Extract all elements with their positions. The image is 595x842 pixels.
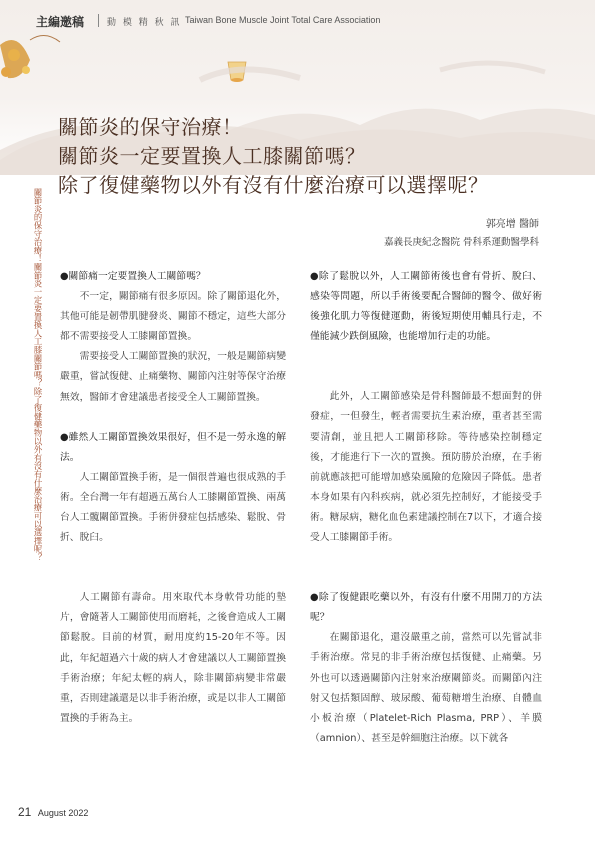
paragraph: 不一定，關節痛有很多原因。除了關節退化外，其他可能是韌帶肌腱發炎、關節不穩定，這些大部分都不需要接受人工膝關節置換。 [60, 291, 286, 343]
header-divider [98, 14, 99, 27]
question-heading: ●除了鬆脫以外，人工關節術後也會有骨折、脫臼、感染等問題，所以手術後要配合醫師的醫令、做好術後強化肌力等復健運動，術後短期使用輔具行走，不僅能減少跌倒風險，也能增加行走的功能。 [310, 271, 542, 343]
magazine-name: 動 模 精 秋 訊 [107, 18, 182, 28]
paragraph: 此外，人工關節感染是骨科醫師最不想面對的併發症，一但發生，輕者需要抗生素治療，重者甚至需要清創，並且把人工關節移除。等待感染控制穩定後，才能進行下一次的置換。預防勝於治療，在手術前就應該把可能增加感染風險的危險因子降低。患者本身如果有內科疾病，就必須先控制好，才能接受手術。糖尿病，糖化血色素建議控制在7以下，才適合接受人工膝關節手術。 [310, 391, 542, 544]
author-name: 郭亮增 醫師 [485, 219, 539, 230]
article-title [58, 113, 489, 200]
paragraph: 人工關節有壽命。用來取代本身軟骨功能的墊片，會隨著人工關節使用而磨耗，之後會造成人工關節鬆脫。目前的材質，耐用度約15-20年不等。因此，年紀超過六十歲的病人才會建議以人工關節置換手術治療；年紀太輕的病人，除非關節病變非常嚴重，否則建議還是以非手術治療，或是以非人工關節置換的手術為主。 [60, 592, 286, 724]
title-line-3: 除了復健藥物以外有沒有什麼治療可以選擇呢？ [58, 173, 489, 197]
author-affiliation: 嘉義長庚紀念醫院 骨科系運動醫學科 [383, 237, 539, 248]
title-line-2: 關節炎一定要置換人工膝關節嗎？ [58, 144, 366, 168]
page-number: 21 [18, 805, 32, 819]
question-heading: ●除了復健跟吃藥以外，有沒有什麼不用開刀的方法呢？ [310, 592, 542, 624]
right-column [310, 267, 542, 749]
paragraph: 需要接受人工關節置換的狀況，一般是關節病變嚴重，嘗試復健、止痛藥物、關節內注射等保守治療無效，醫師才會建議患者接受全人工關節置換。 [60, 351, 286, 403]
title-line-1: 關節炎的保守治療！ [58, 115, 243, 139]
side-running-title: 關節炎的保守治療！關節炎一定要置換人工膝關節嗎？除了復健藥物以外有沒有什麼治療可以選擇呢？ [33, 188, 43, 562]
author-block [384, 217, 539, 251]
question-heading: ●關節痛一定要置換人工關節嗎？ [60, 271, 206, 282]
left-column [60, 267, 286, 729]
question-heading: ●雖然人工關節置換效果很好，但不是一勞永逸的解法。 [60, 431, 286, 463]
flower-icon [8, 49, 20, 61]
paragraph: 在關節退化，還沒嚴重之前，當然可以先嘗試非手術治療。常見的非手術治療包括復健、止痛藥。另外也可以透過關節內注射來治療關節炎。而關節內注射又包括類固醇、玻尿酸、葡萄糖增生治療、自體血小板治療（Platelet-Rich Plasma, PRP）、羊膜（amnion）、甚至是幹細胞注治療。以下就各 [310, 632, 542, 744]
section-label: 主編邀稿 [36, 15, 85, 29]
page-footer [18, 805, 88, 819]
association-name: Taiwan Bone Muscle Joint Total Care Association [185, 15, 381, 25]
issue-date: August 2022 [37, 808, 89, 818]
page-header [0, 10, 595, 34]
paragraph: 人工關節置換手術，是一個很普遍也很成熟的手術。全台灣一年有超過五萬台人工膝關節置換、兩萬台人工髖關節置換。手術併發症包括感染、鬆脫、骨折、脫臼。 [60, 471, 286, 544]
